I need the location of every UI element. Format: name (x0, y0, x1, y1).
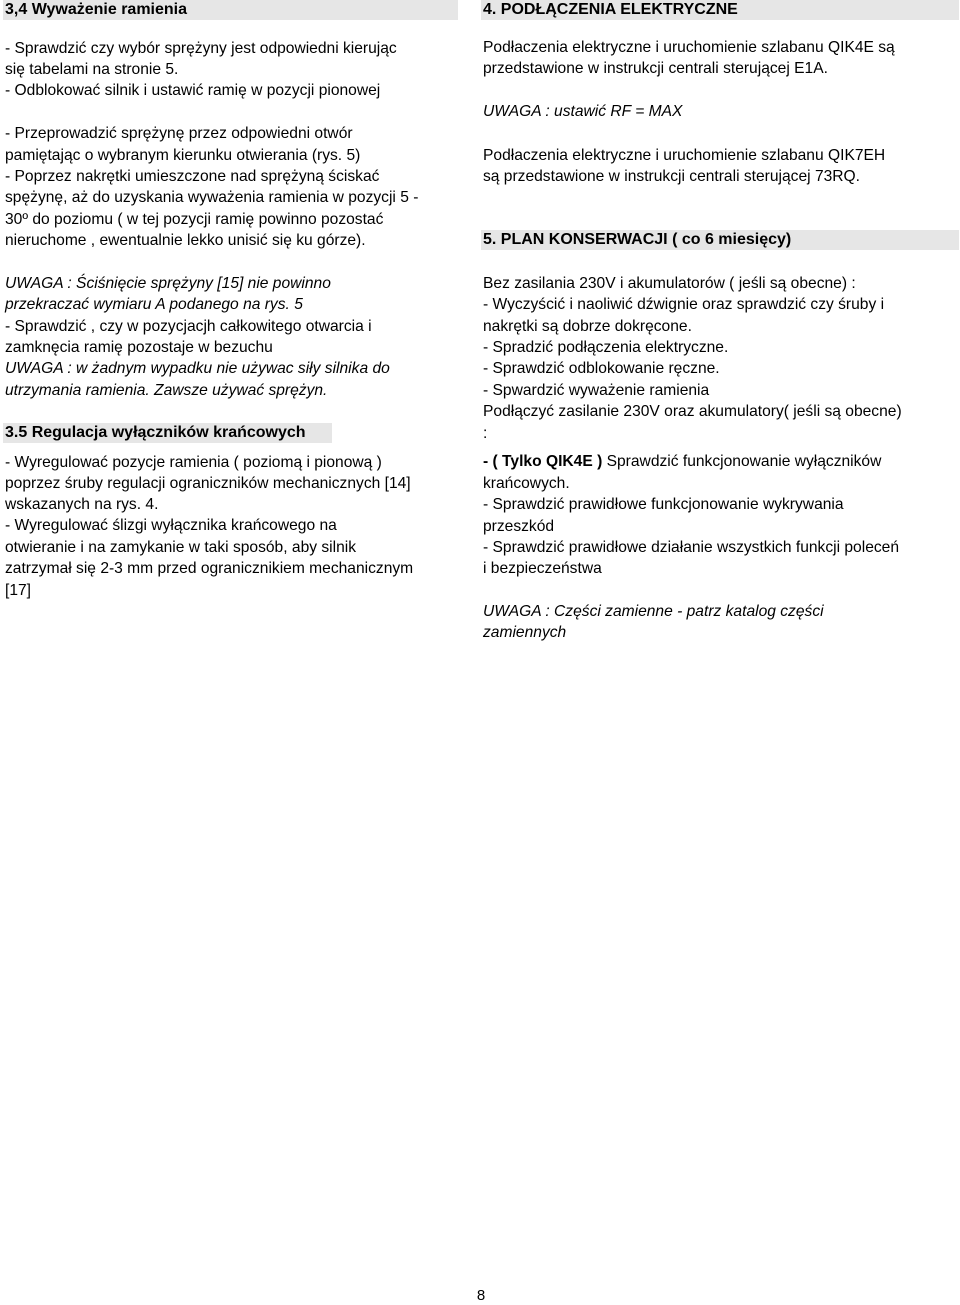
paragraph-line: nakrętki są dobrze dokręcone. (483, 318, 692, 335)
warning-note: utrzymania ramienia. Zawsze używać sprężyn. (5, 382, 328, 399)
paragraph-line: - Odblokować silnik i ustawić ramię w pozycji pionowej (5, 82, 381, 99)
paragraph-line: nieruchome , ewentualnie lekko unisić się ku górze). (5, 232, 366, 249)
paragraph-line: - Sprawdzić prawidłowe działanie wszystkich funkcji poleceń (483, 539, 900, 556)
warning-note: zamiennych (483, 624, 567, 641)
paragraph-line: [17] (5, 582, 32, 599)
paragraph-line: Podłączyć zasilanie 230V oraz akumulatory( jeśli są obecne) (483, 403, 902, 420)
section-4-heading: 4. PODŁĄCZENIA ELEKTRYCZNE (481, 0, 959, 20)
paragraph-line: 30º do poziomu ( w tej pozycji ramię powinno pozostać (5, 211, 384, 228)
paragraph-line: spężynę, aż do uzyskania wyważenia ramienia w pozycji 5 - (5, 189, 419, 206)
paragraph-line: pamiętając o wybranym kierunku otwierania (rys. 5) (5, 147, 361, 164)
paragraph-line: : (483, 425, 488, 442)
paragraph-line: Podłaczenia elektryczne i uruchomienie szlabanu QIK4E są (483, 39, 895, 56)
warning-note: UWAGA : ustawić RF = MAX (483, 103, 683, 120)
paragraph-line: - Spradzić podłączenia elektryczne. (483, 339, 729, 356)
warning-note: przekraczać wymiaru A podanego na rys. 5 (5, 296, 303, 313)
paragraph-line: krańcowych. (483, 475, 570, 492)
paragraph-line: Bez zasilania 230V i akumulatorów ( jeśli są obecne) : (483, 275, 856, 292)
paragraph-line: - Przeprowadzić sprężynę przez odpowiedni otwór (5, 125, 353, 142)
warning-note: UWAGA : Ściśnięcie sprężyny [15] nie powinno (5, 275, 331, 292)
paragraph-line: - Sprawdzić czy wybór sprężyny jest odpowiedni kierując (5, 40, 397, 57)
paragraph-line: - Spwardzić wyważenie ramienia (483, 382, 710, 399)
paragraph-line: - Wyregulować pozycje ramienia ( poziomą i pionową ) (5, 454, 382, 471)
paragraph-text: Sprawdzić funkcjonowanie wyłączników (602, 453, 882, 470)
section-5-heading: 5. PLAN KONSERWACJI ( co 6 miesięcy) (481, 230, 959, 250)
paragraph-line: poprzez śruby regulacji ograniczników mechanicznych [14] (5, 475, 411, 492)
paragraph-line: Podłaczenia elektryczne i uruchomienie szlabanu QIK7EH (483, 147, 886, 164)
bold-model-label: - ( Tylko QIK4E ) (483, 453, 603, 470)
paragraph-line: - Sprawdzić prawidłowe funkcjonowanie wykrywania (483, 496, 844, 513)
paragraph-line: się tabelami na stronie 5. (5, 61, 179, 78)
warning-note: UWAGA : w żadnym wypadku nie używac siły silnika do (5, 360, 390, 377)
paragraph-line: są przedstawione w instrukcji centrali sterującej 73RQ. (483, 168, 861, 185)
paragraph-line: otwieranie i na zamykanie w taki sposób, aby silnik (5, 539, 357, 556)
paragraph-line: przedstawione w instrukcji centrali sterującej E1A. (483, 60, 828, 77)
section-3-4-heading: 3,4 Wyważenie ramienia (3, 0, 458, 20)
paragraph-line (481, 451, 959, 472)
paragraph-line: - Wyregulować ślizgi wyłącznika krańcowego na (5, 517, 337, 534)
paragraph-line: - Poprzez nakrętki umieszczone nad sprężyną ściskać (5, 168, 380, 185)
paragraph-line: wskazanych na rys. 4. (5, 496, 159, 513)
paragraph-line: przeszkód (483, 518, 555, 535)
paragraph-line: i bezpieczeństwa (483, 560, 602, 577)
warning-note: UWAGA : Części zamienne - patrz katalog części (483, 603, 824, 620)
paragraph-line: - Sprawdzić odblokowanie ręczne. (483, 360, 720, 377)
page-number: 8 (476, 1287, 486, 1304)
paragraph-line: zamknęcia ramię pozostaje w bezuchu (5, 339, 273, 356)
paragraph-line: zatrzymał się 2-3 mm przed ogranicznikiem mechanicznym (5, 560, 414, 577)
paragraph-line: - Sprawdzić , czy w pozycjacjh całkowitego otwarcia i (5, 318, 372, 335)
section-3-5-heading: 3.5 Regulacja wyłączników krańcowych (3, 423, 332, 443)
paragraph-line: - Wyczyścić i naoliwić dźwignie oraz sprawdzić czy śruby i (483, 296, 885, 313)
